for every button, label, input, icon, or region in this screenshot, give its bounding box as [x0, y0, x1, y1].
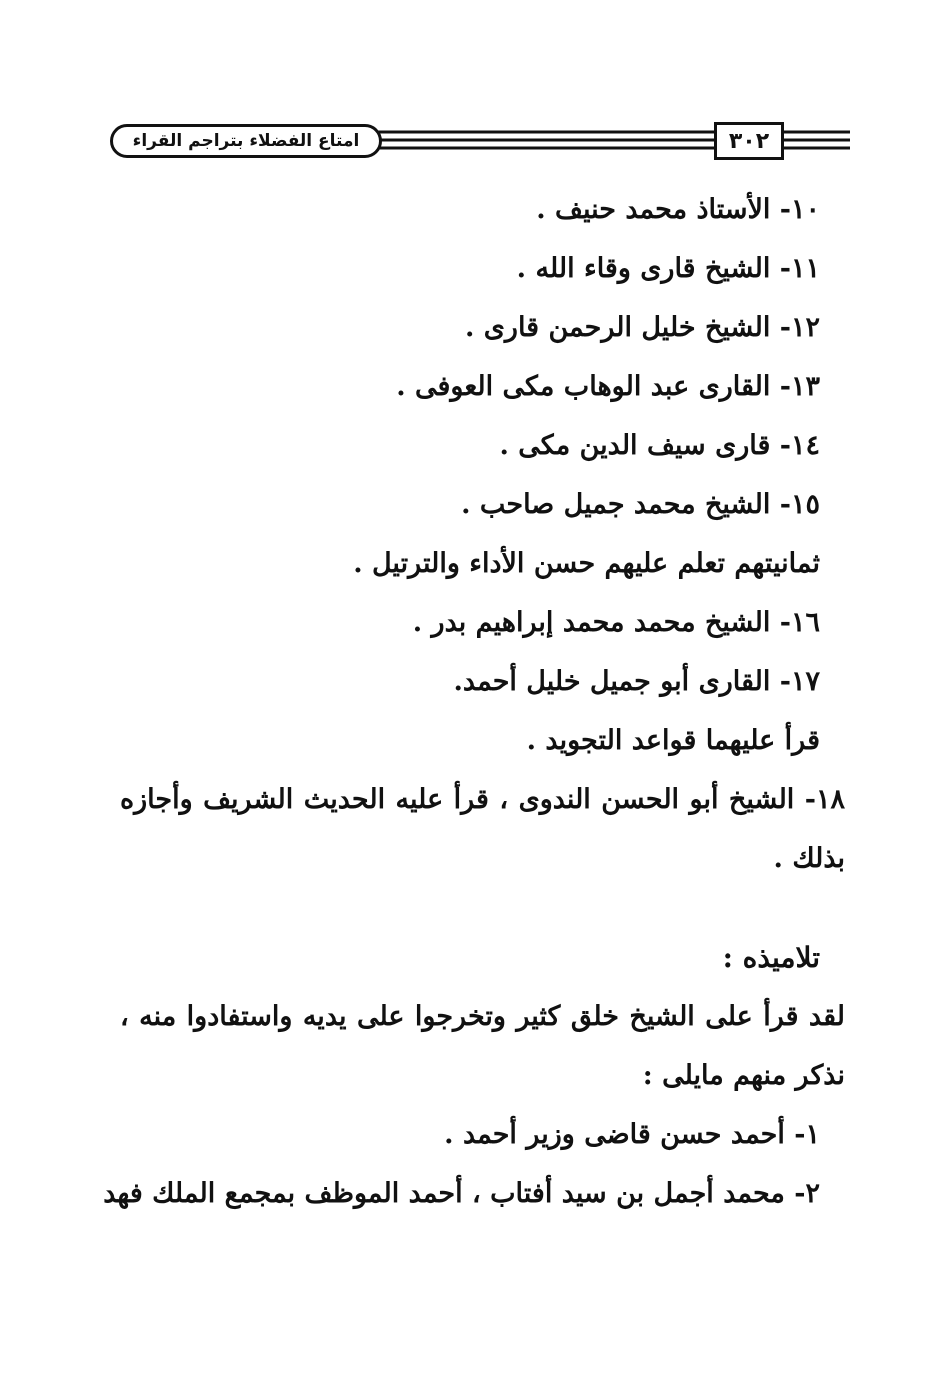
book-title: امتاع الفضلاء بتراجم القراء — [132, 131, 360, 151]
note-line: قرأ عليهما قواعد التجويد . — [526, 725, 820, 756]
page-number-frame — [714, 122, 784, 160]
list-item: ١٠- الأستاذ محمد حنيف . — [536, 194, 820, 225]
list-item-paragraph: ١٨- الشيخ أبو الحسن الندوى ، قرأ عليه الحديث الشريف وأجازه بذلك . — [120, 784, 845, 874]
list-item: ١٤- قارى سيف الدين مكى . — [499, 430, 820, 461]
main-text — [103, 180, 845, 1223]
list-item: ١٧- القارى أبو جميل خليل أحمد. — [453, 666, 820, 697]
list-item: ١٢- الشيخ خليل الرحمن قارى . — [464, 312, 820, 343]
student-item: ١- أحمد حسن قاضى وزير أحمد . — [444, 1119, 820, 1150]
intro-paragraph: لقد قرأ على الشيخ خلق كثير وتخرجوا على يديه واستفادوا منه ، نذكر منهم مايلى : — [120, 1001, 845, 1091]
note-line: ثمانيتهم تعلم عليهم حسن الأداء والترتيل . — [353, 548, 820, 579]
list-item: ١٦- الشيخ محمد محمد إبراهيم بدر . — [412, 607, 820, 638]
list-item: ١٥- الشيخ محمد جميل صاحب . — [461, 489, 820, 520]
list-item: ١١- الشيخ قارى وقاء الله . — [516, 253, 820, 284]
page-number: ٣٠٢ — [728, 128, 770, 154]
list-item: ١٣- القارى عبد الوهاب مكى العوفى . — [396, 371, 820, 402]
student-item: ٢- محمد أجمل بن سيد أفتاب ، أحمد الموظف بمجمع الملك فهد — [103, 1178, 820, 1209]
book-title-frame — [110, 124, 382, 158]
running-header — [110, 118, 850, 164]
section-heading: تلاميذه : — [722, 941, 820, 974]
